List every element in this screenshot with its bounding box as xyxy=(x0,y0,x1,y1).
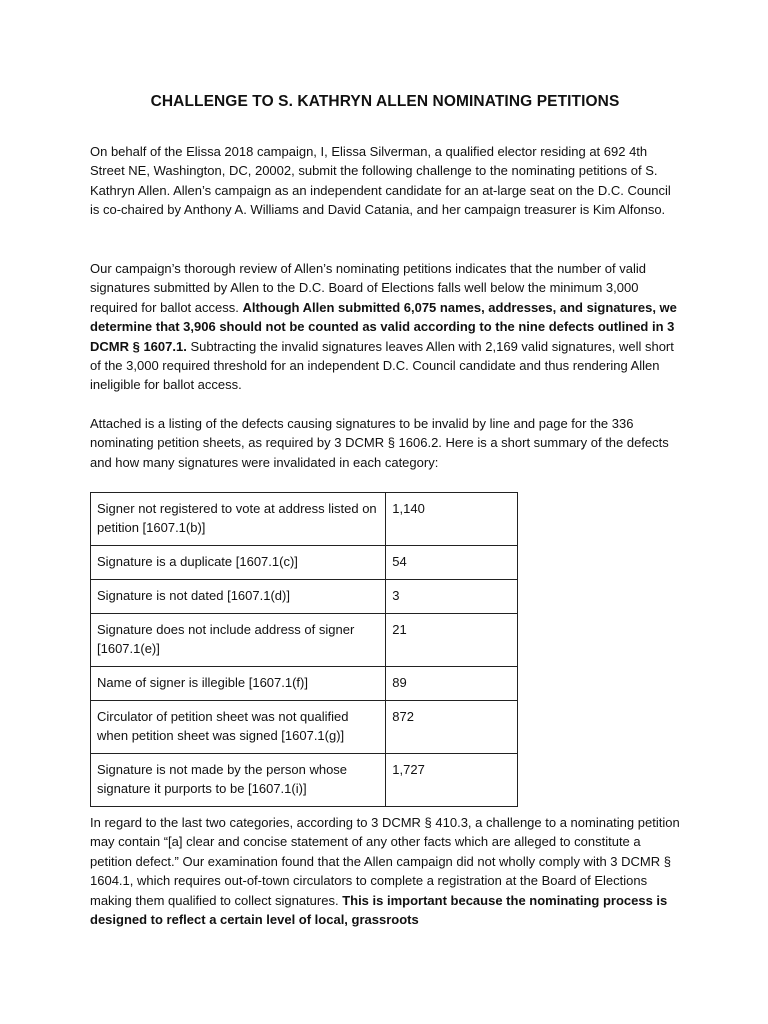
defect-label: Signature is not made by the person whose signature it purports to be [1607.1(i)] xyxy=(91,754,386,807)
defect-label: Signature is a duplicate [1607.1(c)] xyxy=(91,546,386,580)
regulation-paragraph xyxy=(90,813,680,929)
defect-label: Signer not registered to vote at address listed on petition [1607.1(b)] xyxy=(91,493,386,546)
intro-paragraph: On behalf of the Elissa 2018 campaign, I, Elissa Silverman, a qualified elector residing at 692 4th Street NE, Washington, DC, 20002, submit the following challenge to the nominating petitions of S. Kathryn Allen. Allen’s campaign as an independent candidate for an at-large seat on the D.C. Council is co-chaired by Anthony A. Williams and David Catania, and her campaign treasurer is Kim Alfonso. xyxy=(90,144,671,218)
table-row xyxy=(91,546,518,580)
defect-count: 54 xyxy=(386,546,518,580)
defect-count: 872 xyxy=(386,701,518,754)
table-row xyxy=(91,701,518,754)
review-paragraph-tail: Subtracting the invalid signatures leaves Allen with 2,169 valid signatures, well short of the 3,000 required threshold for an independent D.C. Council candidate and thus rendering Allen ineligible for ballot access. xyxy=(90,338,674,393)
review-paragraph xyxy=(90,259,680,395)
defect-count: 89 xyxy=(386,667,518,701)
review-paragraph-lead: Our campaign’s thorough review of Allen’s nominating petitions indicates that the number of valid signatures submitted by Allen to the D.C. Board of Elections falls well below the minimum 3,000 required for ballot access. xyxy=(90,261,646,315)
attachment-paragraph: Attached is a listing of the defects causing signatures to be invalid by line and page for the 336 nominating petition sheets, as required by 3 DCMR § 1606.2. Here is a short summary of the defects and how many signatures were invalidated in each category: xyxy=(90,416,669,470)
table-row xyxy=(91,614,518,667)
table-row xyxy=(91,580,518,614)
defect-count: 21 xyxy=(386,614,518,667)
defect-label: Name of signer is illegible [1607.1(f)] xyxy=(91,667,386,701)
defect-label: Circulator of petition sheet was not qualified when petition sheet was signed [1607.1(g)] xyxy=(91,701,386,754)
defects-summary-table xyxy=(90,492,518,807)
defect-count: 3 xyxy=(386,580,518,614)
defect-label: Signature is not dated [1607.1(d)] xyxy=(91,580,386,614)
defect-count: 1,727 xyxy=(386,754,518,807)
regulation-paragraph-lead: In regard to the last two categories, according to 3 DCMR § 410.3, a challenge to a nominating petition may contain “[a] clear and concise statement of any other facts which are alleged to constitute a petition defect.” Our examination found that the Allen campaign did not wholly comply with 3 DCMR § 1604.1, which requires out-of-town circulators to complete a registration at the Board of Elections making them qualified to collect signatures. xyxy=(90,815,680,908)
document-title: CHALLENGE TO S. KATHRYN ALLEN NOMINATING PETITIONS xyxy=(150,93,620,110)
table-row xyxy=(91,754,518,807)
table-row xyxy=(91,493,518,546)
defect-count: 1,140 xyxy=(386,493,518,546)
defect-label: Signature does not include address of signer [1607.1(e)] xyxy=(91,614,386,667)
review-paragraph-bold: Although Allen submitted 6,075 names, addresses, and signatures, we determine that 3,906 should not be counted as valid according to the nine defects outlined in 3 DCMR § 1607.1. xyxy=(90,299,677,354)
table-row xyxy=(91,667,518,701)
regulation-paragraph-bold: This is important because the nominating process is designed to reflect a certain level of local, grassroots xyxy=(90,892,668,928)
